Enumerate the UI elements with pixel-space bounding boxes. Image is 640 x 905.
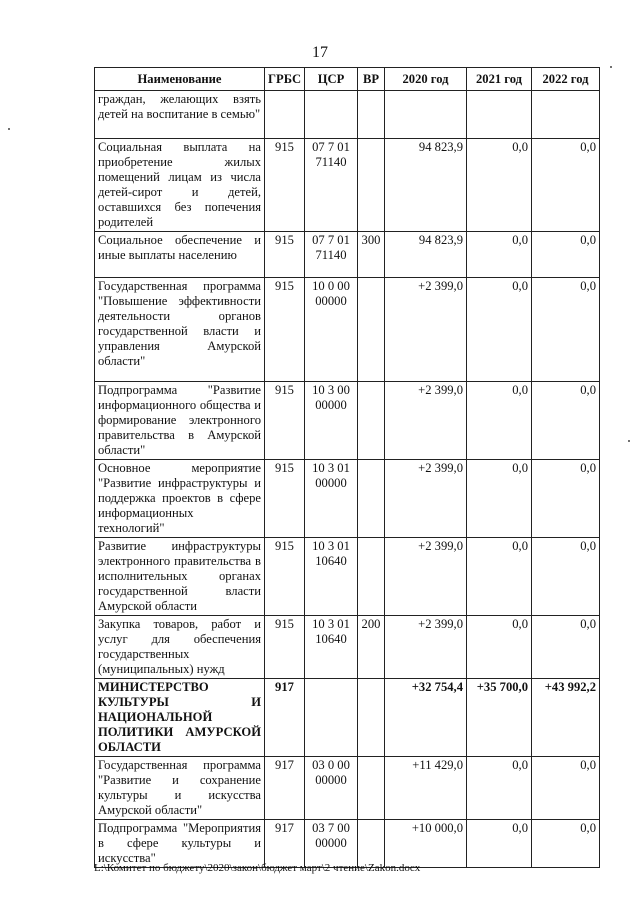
cell-grbs: 917 <box>265 679 305 757</box>
cell-csr: 10 0 00 00000 <box>305 278 358 382</box>
cell-name: Государственная программа "Развитие и сохранение культуры и искусства Амурской области" <box>95 757 265 820</box>
cell-grbs: 915 <box>265 382 305 460</box>
cell-2022: 0,0 <box>532 139 600 232</box>
cell-vr: 200 <box>358 616 385 679</box>
cell-grbs: 915 <box>265 616 305 679</box>
cell-2020: +2 399,0 <box>385 382 467 460</box>
cell-2021: 0,0 <box>467 232 532 278</box>
cell-name: Социальное обеспечение и иные выплаты населению <box>95 232 265 278</box>
cell-2022 <box>532 91 600 139</box>
cell-2022: 0,0 <box>532 820 600 868</box>
header-2021: 2021 год <box>467 68 532 91</box>
cell-2020: 94 823,9 <box>385 139 467 232</box>
budget-table <box>94 67 600 868</box>
cell-vr <box>358 679 385 757</box>
cell-2021: 0,0 <box>467 616 532 679</box>
cell-grbs: 915 <box>265 538 305 616</box>
cell-2022: 0,0 <box>532 616 600 679</box>
cell-csr: 07 7 01 71140 <box>305 139 358 232</box>
cell-csr: 10 3 00 00000 <box>305 382 358 460</box>
cell-csr: 03 0 00 00000 <box>305 757 358 820</box>
cell-2022: 0,0 <box>532 460 600 538</box>
cell-csr: 07 7 01 71140 <box>305 232 358 278</box>
table-body <box>95 91 600 868</box>
cell-grbs <box>265 91 305 139</box>
table-row <box>95 232 600 278</box>
header-name: Наименование <box>95 68 265 91</box>
table-header-row <box>95 68 600 91</box>
cell-grbs: 915 <box>265 460 305 538</box>
table-row <box>95 757 600 820</box>
cell-2020: +2 399,0 <box>385 538 467 616</box>
cell-name: Закупка товаров, работ и услуг для обеспечения государственных (муниципальных) нужд <box>95 616 265 679</box>
header-2022: 2022 год <box>532 68 600 91</box>
cell-name: граждан, желающих взять детей на воспитание в семью" <box>95 91 265 139</box>
cell-2020 <box>385 91 467 139</box>
cell-grbs: 915 <box>265 139 305 232</box>
cell-name: Развитие инфраструктуры электронного правительства в исполнительных органах государственной власти Амурской области <box>95 538 265 616</box>
cell-2022: 0,0 <box>532 232 600 278</box>
cell-csr <box>305 91 358 139</box>
cell-2022: 0,0 <box>532 757 600 820</box>
table-row <box>95 820 600 868</box>
cell-2020: +10 000,0 <box>385 820 467 868</box>
cell-grbs: 917 <box>265 757 305 820</box>
cell-2021: 0,0 <box>467 382 532 460</box>
cell-2021: +35 700,0 <box>467 679 532 757</box>
cell-csr: 03 7 00 00000 <box>305 820 358 868</box>
cell-2020: +2 399,0 <box>385 616 467 679</box>
table-row <box>95 382 600 460</box>
header-2020: 2020 год <box>385 68 467 91</box>
cell-2022: 0,0 <box>532 382 600 460</box>
header-grbs: ГРБС <box>265 68 305 91</box>
page-number: 17 <box>312 44 328 61</box>
cell-csr: 10 3 01 10640 <box>305 616 358 679</box>
cell-name: Социальная выплата на приобретение жилых помещений лицам из числа детей-сирот и детей, оставшихся без попечения родителей <box>95 139 265 232</box>
cell-name: Государственная программа "Повышение эффективности деятельности органов государственной власти и управления Амурской области" <box>95 278 265 382</box>
scan-speck <box>628 440 630 442</box>
footer-file-path: L:\Комитет по бюджету\2020\закон\бюджет март\2 чтение\Zakon.docx <box>94 862 421 874</box>
cell-2021 <box>467 91 532 139</box>
cell-vr <box>358 382 385 460</box>
cell-vr <box>358 538 385 616</box>
cell-csr: 10 3 01 00000 <box>305 460 358 538</box>
cell-csr: 10 3 01 10640 <box>305 538 358 616</box>
cell-csr <box>305 679 358 757</box>
cell-2020: +11 429,0 <box>385 757 467 820</box>
cell-name: МИНИСТЕРСТВО КУЛЬТУРЫ И НАЦИОНАЛЬНОЙ ПОЛИТИКИ АМУРСКОЙ ОБЛАСТИ <box>95 679 265 757</box>
table-row <box>95 679 600 757</box>
cell-2022: 0,0 <box>532 278 600 382</box>
cell-2021: 0,0 <box>467 820 532 868</box>
scan-speck <box>610 66 612 68</box>
cell-2021: 0,0 <box>467 757 532 820</box>
cell-vr <box>358 278 385 382</box>
cell-name: Подпрограмма "Развитие информационного общества и формирование электронного правительства в Амурской области" <box>95 382 265 460</box>
cell-vr <box>358 91 385 139</box>
cell-2020: +2 399,0 <box>385 460 467 538</box>
cell-vr <box>358 757 385 820</box>
cell-name: Подпрограмма "Мероприятия в сфере культуры и искусства" <box>95 820 265 868</box>
table-row <box>95 91 600 139</box>
header-vr: ВР <box>358 68 385 91</box>
cell-grbs: 915 <box>265 232 305 278</box>
cell-2022: +43 992,2 <box>532 679 600 757</box>
cell-grbs: 915 <box>265 278 305 382</box>
cell-vr <box>358 139 385 232</box>
cell-2021: 0,0 <box>467 139 532 232</box>
table-row <box>95 616 600 679</box>
cell-2020: +32 754,4 <box>385 679 467 757</box>
header-csr: ЦСР <box>305 68 358 91</box>
scan-speck <box>8 128 10 130</box>
cell-vr <box>358 820 385 868</box>
cell-2020: 94 823,9 <box>385 232 467 278</box>
cell-2021: 0,0 <box>467 278 532 382</box>
cell-vr <box>358 460 385 538</box>
table-row <box>95 460 600 538</box>
table-row <box>95 139 600 232</box>
cell-name: Основное мероприятие "Развитие инфраструктуры и поддержка проектов в сфере информационных технологий" <box>95 460 265 538</box>
cell-2022: 0,0 <box>532 538 600 616</box>
cell-vr: 300 <box>358 232 385 278</box>
cell-2021: 0,0 <box>467 538 532 616</box>
cell-grbs: 917 <box>265 820 305 868</box>
cell-2020: +2 399,0 <box>385 278 467 382</box>
table-row <box>95 278 600 382</box>
cell-2021: 0,0 <box>467 460 532 538</box>
table-row <box>95 538 600 616</box>
